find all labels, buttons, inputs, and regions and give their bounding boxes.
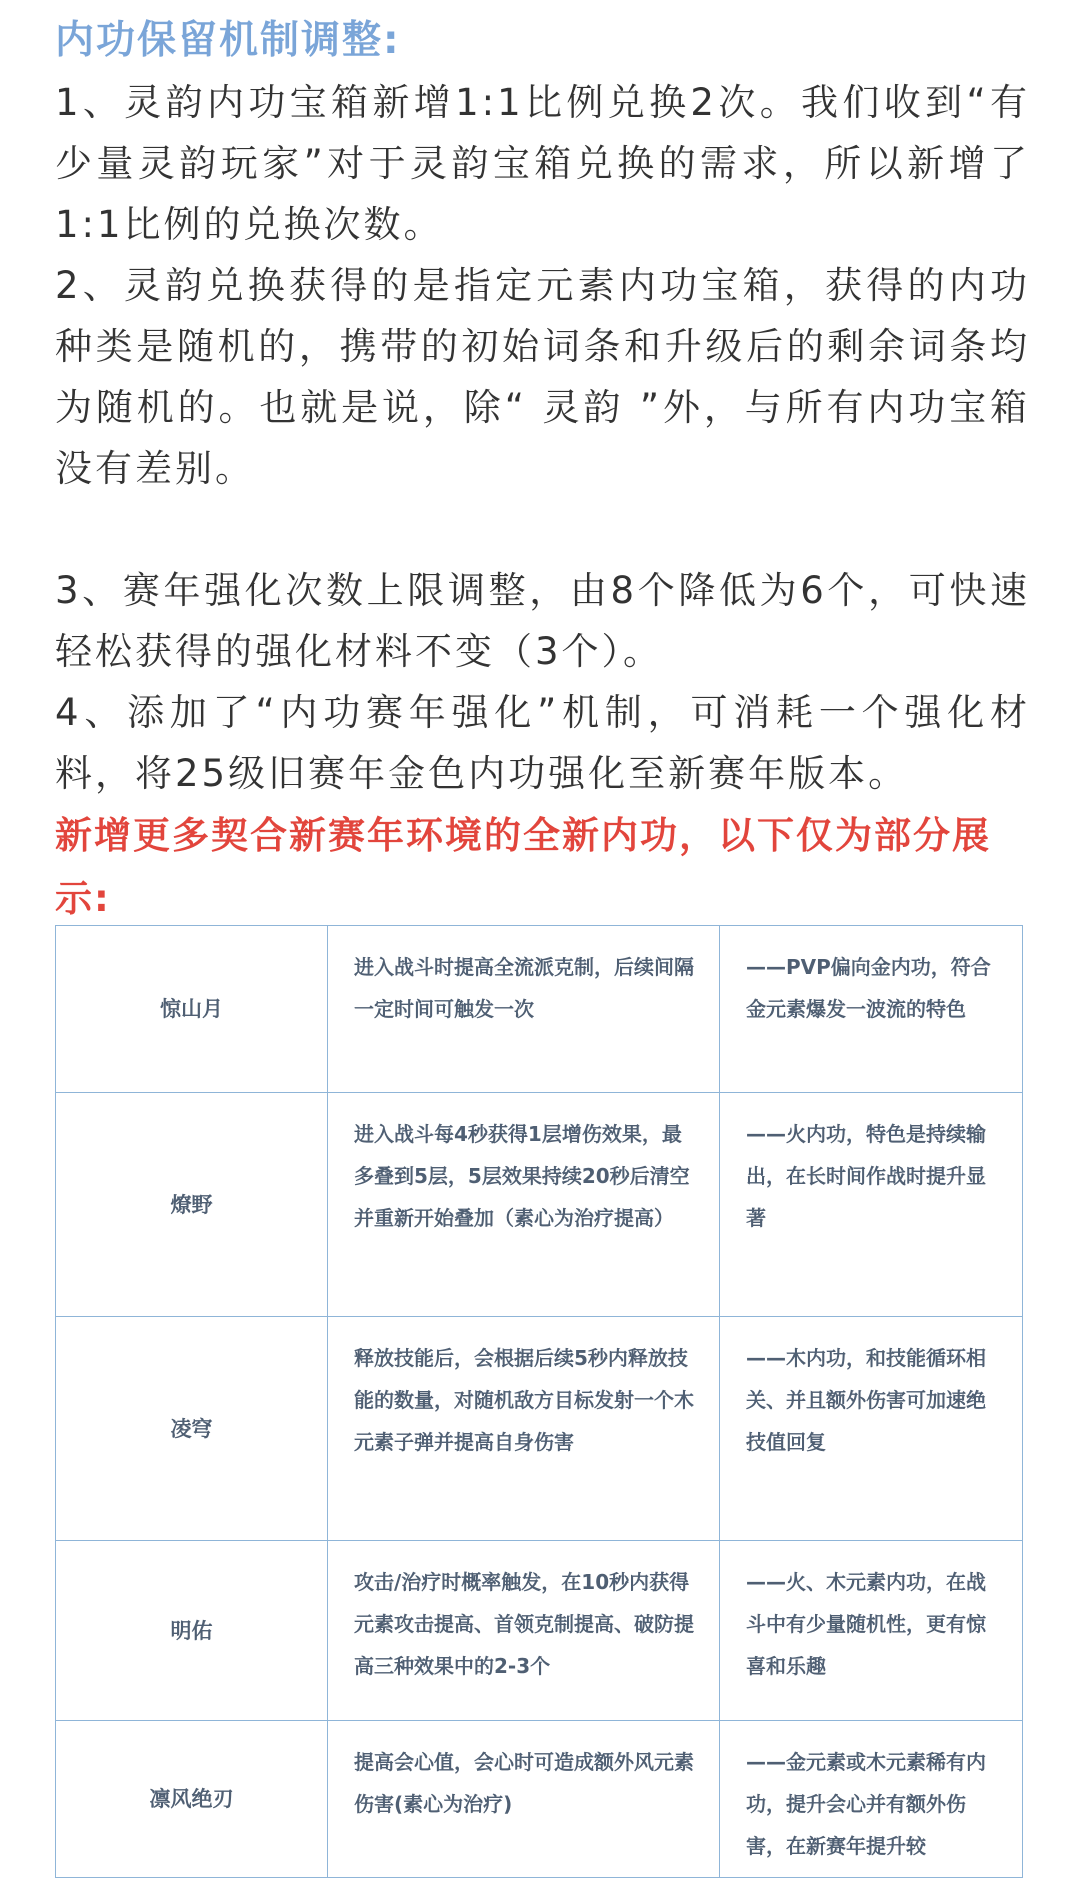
- skill-effect-cell: 释放技能后，会根据后续5秒内释放技能的数量，对随机敌方目标发射一个木元素子弹并提高自身伤害: [328, 1317, 720, 1541]
- table-row: [56, 1093, 1023, 1317]
- table-row: [56, 1317, 1023, 1541]
- table-row: [56, 1541, 1023, 1721]
- skill-note-cell: ——金元素或木元素稀有内功，提升会心并有额外伤害，在新赛年提升较: [720, 1721, 1023, 1878]
- skill-effect-cell: 进入战斗时提高全流派克制，后续间隔一定时间可触发一次: [328, 926, 720, 1093]
- paragraph-gap: [55, 499, 1030, 560]
- new-skills-table: [55, 925, 1023, 1878]
- skill-name-cell: 凌穹: [56, 1317, 328, 1541]
- skill-effect-cell: 进入战斗每4秒获得1层增伤效果，最多叠到5层，5层效果持续20秒后清空并重新开始叠加（素心为治疗提高）: [328, 1093, 720, 1317]
- skill-note-cell: ——火、木元素内功，在战斗中有少量随机性，更有惊喜和乐趣: [720, 1541, 1023, 1721]
- paragraph-item-1: 1、灵韵内功宝箱新增1:1比例兑换2次。我们收到“有少量灵韵玩家”对于灵韵宝箱兑换的需求，所以新增了1:1比例的兑换次数。: [55, 81, 1030, 246]
- skill-effect-cell: 攻击/治疗时概率触发，在10秒内获得元素攻击提高、首领克制提高、破防提高三种效果中的2-3个: [328, 1541, 720, 1721]
- highlight-notice: 新增更多契合新赛年环境的全新内功，以下仅为部分展示:: [55, 814, 991, 920]
- skill-note-cell: ——PVP偏向金内功，符合金元素爆发一波流的特色: [720, 926, 1023, 1093]
- paragraph-item-2: 2、灵韵兑换获得的是指定元素内功宝箱，获得的内功种类是随机的，携带的初始词条和升级后的剩余词条均为随机的。也就是说，除“ 灵韵 ”外，与所有内功宝箱没有差别。: [55, 264, 1030, 490]
- skill-name-cell: 燎野: [56, 1093, 328, 1317]
- table-row: [56, 926, 1023, 1093]
- skill-name-cell: 明佑: [56, 1541, 328, 1721]
- paragraph-item-4: 4、添加了“内功赛年强化”机制，可消耗一个强化材料，将25级旧赛年金色内功强化至新赛年版本。: [55, 691, 1030, 795]
- skill-name-cell: 惊山月: [56, 926, 328, 1093]
- table-row: [56, 1721, 1023, 1878]
- skill-effect-cell: 提高会心值，会心时可造成额外风元素伤害(素心为治疗): [328, 1721, 720, 1878]
- skill-note-cell: ——木内功，和技能循环相关、并且额外伤害可加速绝技值回复: [720, 1317, 1023, 1541]
- article-body: [55, 10, 1030, 930]
- skill-note-cell: ——火内功，特色是持续输出，在长时间作战时提升显著: [720, 1093, 1023, 1317]
- paragraph-item-3: 3、赛年强化次数上限调整，由8个降低为6个，可快速轻松获得的强化材料不变（3个）。: [55, 569, 1030, 673]
- skill-name-cell: 凛风绝刃: [56, 1721, 328, 1878]
- section-title: 内功保留机制调整:: [55, 18, 401, 63]
